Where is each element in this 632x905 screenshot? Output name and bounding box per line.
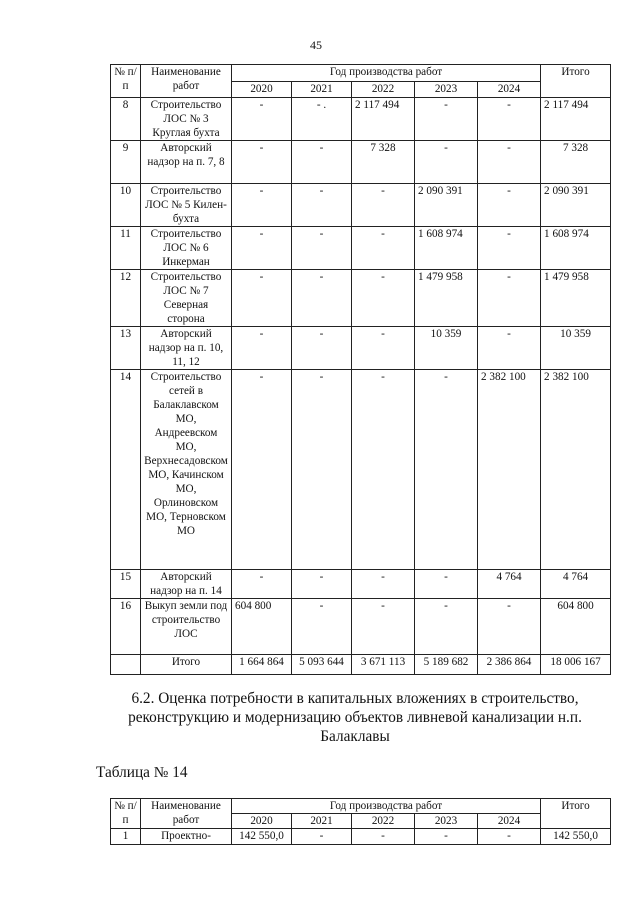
row-name: Авторский надзор на п. 14 [141,570,232,599]
header-num: № п/п [111,65,141,98]
header-num: № п/п [111,799,141,829]
cell-total: 7 328 [541,141,611,184]
totals-2024: 2 386 864 [478,655,541,675]
cell-2024: - [478,184,541,227]
cell-2022: 7 328 [352,141,415,184]
header-years-group: Год производства работ [232,65,541,82]
table-row [111,327,611,370]
cell-2023: - [415,570,478,599]
cell-2021: - . [292,98,352,141]
cell-2021: - [292,270,352,327]
cell-total: 1 479 958 [541,270,611,327]
cell-2021: - [292,370,352,570]
header-year-2024: 2024 [478,82,541,98]
cell-total: 2 382 100 [541,370,611,570]
row-num: 8 [111,98,141,141]
cell-2021: - [292,327,352,370]
totals-label: Итого [141,655,232,675]
header-year-2020: 2020 [232,814,292,829]
cell-total: 10 359 [541,327,611,370]
row-num: 13 [111,327,141,370]
totals-2023: 5 189 682 [415,655,478,675]
cell-2023: - [415,98,478,141]
header-year-2022: 2022 [352,814,415,829]
cell-2024: - [478,98,541,141]
header-name: Наименование работ [141,799,232,829]
cell-2021: - [292,599,352,655]
cell-2020: - [232,227,292,270]
header-year-2020: 2020 [232,82,292,98]
cell-total: 2 090 391 [541,184,611,227]
page-number: 45 [310,38,322,52]
table-row [111,370,611,570]
cell-2020: 604 800 [232,599,292,655]
cell-2022: 2 117 494 [352,98,415,141]
header-year-2024: 2024 [478,814,541,829]
row-name: Строительство ЛОС № 3 Круглая бухта [141,98,232,141]
cell-total: 4 764 [541,570,611,599]
totals-2021: 5 093 644 [292,655,352,675]
row-name: Строительство ЛОС № 7 Северная сторона [141,270,232,327]
cell-2024: - [478,829,541,845]
header-years-group: Год производства работ [232,799,541,814]
cell-2021: - [292,829,352,845]
cell-2023: - [415,829,478,845]
cell-2022: - [352,370,415,570]
cell-2020: - [232,141,292,184]
row-num: 1 [111,829,141,845]
row-num: 9 [111,141,141,184]
cell-2023: 1 608 974 [415,227,478,270]
cell-2022: - [352,829,415,845]
header-total: Итого [541,65,611,98]
totals-row [111,655,611,675]
header-year-2021: 2021 [292,82,352,98]
cell-2021: - [292,227,352,270]
table-row [111,570,611,599]
section-heading: 6.2. Оценка потребности в капитальных вложениях в строительство, реконструкцию и модернизацию объектов ливневой канализации н.п. Балаклавы [128,690,582,745]
cell-2021: - [292,570,352,599]
row-name: Строительство сетей в Балаклавском МО, Андреевском МО, Верхнесадовском МО, Качинском МО, Орлиновском МО, Терновском МО [141,370,232,570]
cell-2023: - [415,370,478,570]
cell-2024: 4 764 [478,570,541,599]
table-row [111,98,611,141]
table-row [111,829,611,845]
cell-2022: - [352,184,415,227]
cell-2024: 2 382 100 [478,370,541,570]
row-name: Выкуп земли под строительство ЛОС [141,599,232,655]
header-name: Наименование работ [141,65,232,98]
cell-2024: - [478,270,541,327]
header-total: Итого [541,799,611,829]
cell-2023: - [415,599,478,655]
cell-2022: - [352,227,415,270]
table-row [111,141,611,184]
cell-2022: - [352,570,415,599]
cell-2023: 1 479 958 [415,270,478,327]
cell-2022: - [352,270,415,327]
cell-total: 2 117 494 [541,98,611,141]
cell-total: 604 800 [541,599,611,655]
totals-total: 18 006 167 [541,655,611,675]
row-name: Авторский надзор на п. 7, 8 [141,141,232,184]
header-year-2023: 2023 [415,814,478,829]
table-row [111,270,611,327]
cell-2024: - [478,141,541,184]
cell-2020: - [232,270,292,327]
row-name: Авторский надзор на п. 10, 11, 12 [141,327,232,370]
cell-2023: 10 359 [415,327,478,370]
header-year-2023: 2023 [415,82,478,98]
row-num: 11 [111,227,141,270]
cell-total: 142 550,0 [541,829,611,845]
table-row [111,184,611,227]
row-name: Проектно- [141,829,232,845]
cell-2020: - [232,370,292,570]
table-row [111,227,611,270]
cell-2020: - [232,327,292,370]
cell-2023: 2 090 391 [415,184,478,227]
cell-2024: - [478,327,541,370]
table-14-caption: Таблица № 14 [96,764,188,781]
row-name: Строительство ЛОС № 6 Инкерман [141,227,232,270]
cell-2020: 142 550,0 [232,829,292,845]
header-year-2022: 2022 [352,82,415,98]
cell-2020: - [232,570,292,599]
cell-2023: - [415,141,478,184]
row-num: 10 [111,184,141,227]
row-num: 16 [111,599,141,655]
table-14 [110,798,611,845]
cell-2021: - [292,184,352,227]
table-row [111,599,611,655]
row-num: 14 [111,370,141,570]
header-row [111,65,611,82]
cell-2021: - [292,141,352,184]
totals-2022: 3 671 113 [352,655,415,675]
cell-2022: - [352,327,415,370]
header-year-2021: 2021 [292,814,352,829]
totals-2020: 1 664 864 [232,655,292,675]
cell-2024: - [478,599,541,655]
totals-num [111,655,141,675]
cell-total: 1 608 974 [541,227,611,270]
cell-2020: - [232,184,292,227]
row-name: Строительство ЛОС № 5 Килен-бухта [141,184,232,227]
cell-2024: - [478,227,541,270]
table-13 [110,64,611,675]
cell-2020: - [232,98,292,141]
cell-2022: - [352,599,415,655]
header-row [111,799,611,814]
row-num: 12 [111,270,141,327]
row-num: 15 [111,570,141,599]
